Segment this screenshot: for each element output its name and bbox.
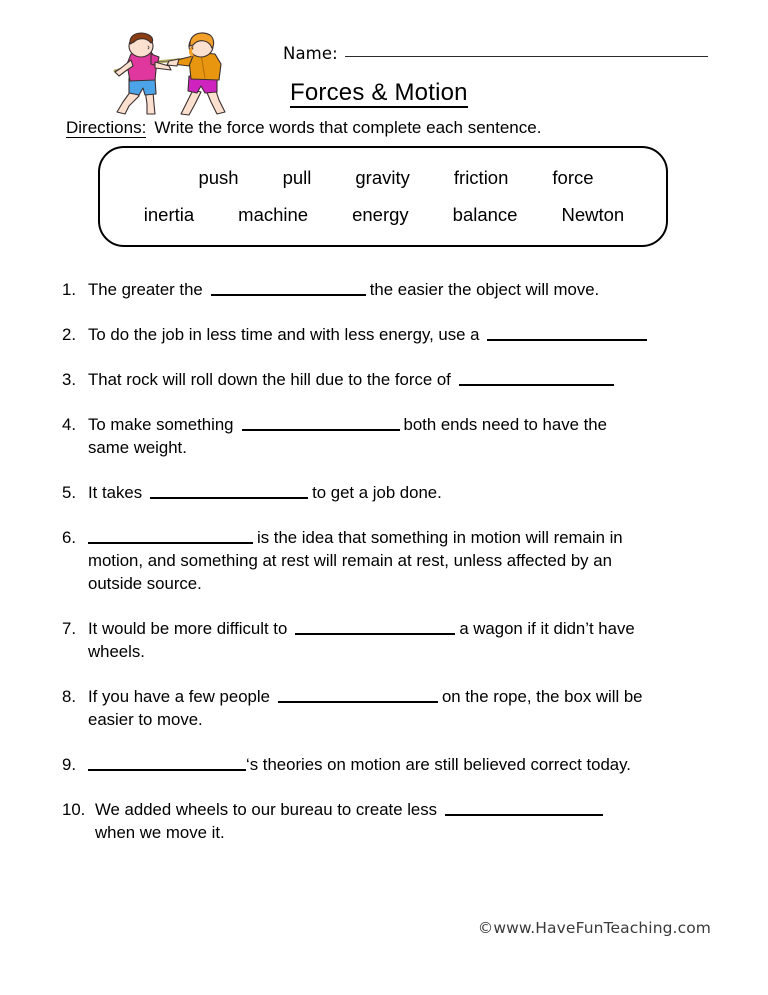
word-bank-word[interactable]: pull	[282, 167, 312, 188]
question-text: is the idea that something in motion will remain in	[257, 528, 623, 547]
question-text: wheels.	[88, 642, 145, 661]
question-indent	[62, 549, 88, 572]
question-text: both ends need to have the	[403, 415, 607, 434]
question-text: It would be more difficult to	[88, 619, 288, 638]
question-text: ‘s theories on motion are still believed correct today.	[246, 755, 631, 774]
question-text: motion, and something at rest will remain at rest, unless affected by an	[88, 551, 612, 570]
word-bank-word[interactable]: machine	[238, 203, 309, 225]
question-line	[62, 481, 722, 504]
answer-blank[interactable]	[242, 414, 400, 431]
answer-blank[interactable]	[88, 527, 253, 544]
question-line	[62, 617, 722, 640]
question-line	[62, 323, 722, 346]
question-line	[62, 708, 722, 731]
question-item	[62, 368, 722, 391]
word-bank-word[interactable]: balance	[452, 203, 518, 225]
question-line	[62, 798, 722, 821]
footer-credit: ©www.HaveFunTeaching.com	[477, 919, 711, 937]
name-label: Name:	[283, 44, 338, 63]
word-bank	[98, 146, 668, 247]
question-number: 5.	[62, 483, 76, 502]
directions-label: Directions:	[66, 118, 147, 137]
question-text: easier to move.	[88, 710, 203, 729]
word-bank-word[interactable]: gravity	[355, 167, 410, 188]
question-line	[62, 753, 722, 776]
question-indent	[62, 821, 95, 844]
name-field-row	[283, 44, 708, 70]
question-line	[62, 278, 722, 301]
word-bank-word[interactable]: push	[198, 167, 239, 188]
question-item	[62, 481, 722, 504]
question-line	[62, 821, 722, 844]
question-number: 8.	[62, 687, 76, 706]
word-bank-row	[100, 203, 666, 225]
question-text: We added wheels to our bureau to create less	[95, 800, 438, 819]
question-item	[62, 278, 722, 301]
answer-blank[interactable]	[295, 618, 455, 635]
answer-blank[interactable]	[211, 279, 366, 296]
answer-blank[interactable]	[445, 799, 603, 816]
question-item	[62, 526, 722, 595]
word-bank-word[interactable]: friction	[453, 167, 509, 188]
question-item	[62, 798, 722, 844]
question-text: That rock will roll down the hill due to the force of	[88, 370, 451, 389]
question-indent	[62, 640, 88, 663]
word-bank-word[interactable]: inertia	[143, 203, 195, 225]
question-line	[62, 549, 722, 572]
question-line	[62, 436, 722, 459]
tug-of-war-children-illustration	[97, 26, 249, 118]
answer-blank[interactable]	[88, 754, 246, 771]
question-item	[62, 753, 722, 776]
directions-text: Write the force words that complete each sentence.	[154, 118, 542, 137]
question-text: on the rope, the box will be	[441, 687, 643, 706]
question-item	[62, 323, 722, 346]
question-text: To make something	[88, 415, 234, 434]
question-text: the easier the object will move.	[369, 280, 600, 299]
questions-list	[62, 278, 722, 844]
page-title: Forces & Motion	[290, 80, 468, 108]
directions	[66, 118, 541, 138]
name-write-in-line[interactable]	[345, 55, 708, 57]
word-bank-row	[100, 169, 666, 188]
question-number: 9.	[62, 755, 76, 774]
question-indent	[62, 436, 88, 459]
question-number: 10.	[62, 800, 86, 819]
question-number: 6.	[62, 528, 76, 547]
question-number: 2.	[62, 325, 76, 344]
question-indent	[62, 572, 88, 595]
question-text: same weight.	[88, 438, 187, 457]
question-line	[62, 572, 722, 595]
question-item	[62, 685, 722, 731]
question-line	[62, 640, 722, 663]
question-text: It takes	[88, 483, 143, 502]
word-bank-word[interactable]: force	[552, 167, 594, 188]
question-number: 1.	[62, 280, 76, 299]
answer-blank[interactable]	[487, 324, 647, 341]
question-line	[62, 685, 722, 708]
question-text: when we move it.	[95, 823, 225, 842]
worksheet-header	[0, 0, 768, 120]
answer-blank[interactable]	[459, 369, 614, 386]
word-bank-word[interactable]: Newton	[561, 203, 625, 225]
question-number: 7.	[62, 619, 76, 638]
question-line	[62, 526, 722, 549]
question-text: a wagon if it didn’t have	[459, 619, 635, 638]
question-item	[62, 617, 722, 663]
question-item	[62, 413, 722, 459]
question-line	[62, 368, 722, 391]
question-line	[62, 413, 722, 436]
question-text: The greater the	[88, 280, 203, 299]
question-text: to get a job done.	[312, 483, 442, 502]
question-number: 3.	[62, 370, 76, 389]
answer-blank[interactable]	[150, 482, 308, 499]
word-bank-word[interactable]: energy	[352, 203, 409, 225]
question-number: 4.	[62, 415, 76, 434]
question-text: To do the job in less time and with less energy, use a	[88, 325, 480, 344]
answer-blank[interactable]	[278, 686, 438, 703]
question-indent	[62, 708, 88, 731]
question-text: If you have a few people	[88, 687, 270, 706]
question-text: outside source.	[88, 574, 202, 593]
